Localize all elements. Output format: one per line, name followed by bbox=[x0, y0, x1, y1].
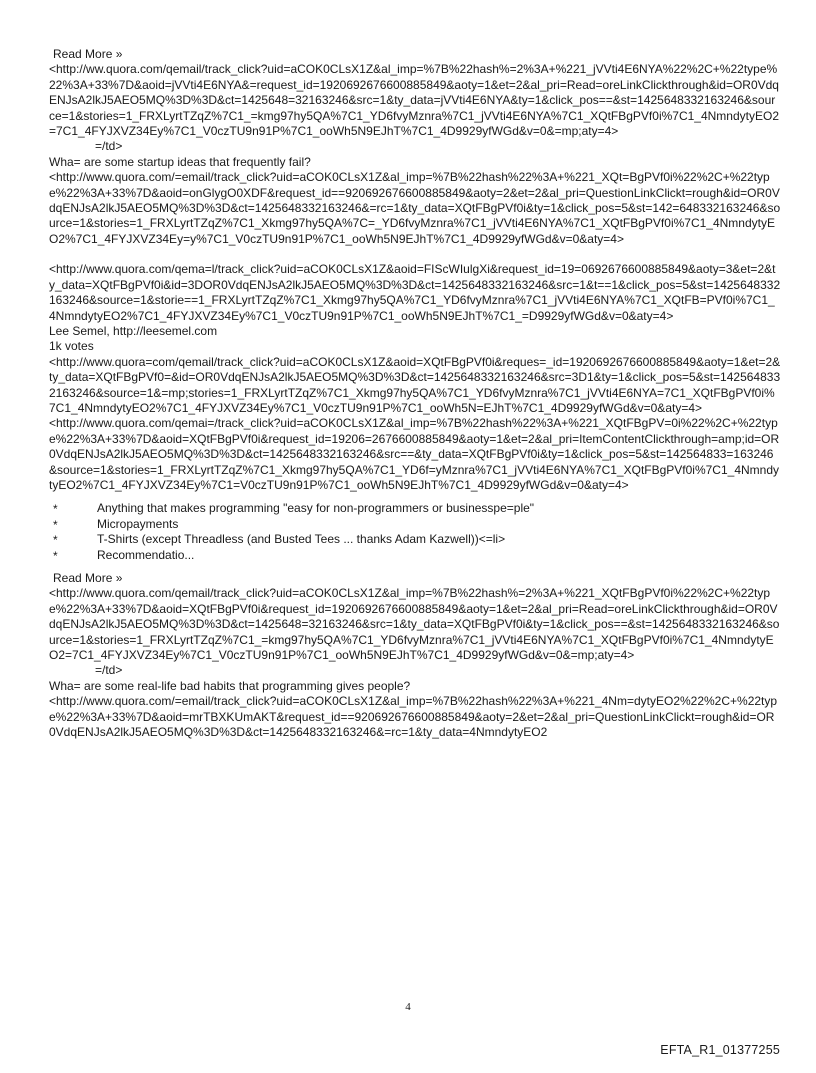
bullet-text: Recommendatio... bbox=[97, 547, 195, 562]
document-id-stamp: EFTA_R1_01377255 bbox=[660, 1043, 780, 1057]
td-fragment: =/td> bbox=[95, 663, 123, 678]
bullet-text: Anything that makes programming "easy for non-programmers or businesspe=ple" bbox=[97, 501, 535, 516]
tracking-url: <http://www.quora=com/qemail/track_click?uid=aCOK0CLsX1Z&aoid=XQtFBgPVf0i&reques=_id=1920692676600885849&aoty=1&et=2&ty_data=XQtFBgPVf0=&id=OR0VdqENJsA2lkJ5AEO5MQ%3D%3D&ct=1425648332163246&src=3D1&ty=1&click_pos=5&st=1425648332163246&source=1&=mp;stories=1_FRXLyrtTZqZ%7C1_Xkmg97hy5QA%7C1_YD6fvyMznra%7C1_jVVti4E6NYA=7C1_XQtFBgPVf0i%7C1_4NmndytyEO2%7C1_4FYJXVZ34Ey%7C1_V0czTU9n91P%7C1_ooWh5N=EJhT%7C1_4D9929yfWGd&v=0&aty=4> bbox=[49, 354, 781, 415]
bullet-list bbox=[49, 501, 781, 563]
bullet-text: T-Shirts (except Threadless (and Busted Tees ... thanks Adam Kazwell))<=li> bbox=[97, 532, 506, 547]
email-content-bottom bbox=[49, 571, 781, 740]
tracking-url: <http://www.quora.com/=email/track_click?uid=aCOK0CLsX1Z&al_imp=%7B%22hash%22%3A+%221_4Nm=dytyEO2%22%2C+%22type%22%3A+33%7D&aoid=mrTBXKUmAKT&request_id==920692676600885849&aoty=2&et=2&al_pri=QuestionLinkClickt=rough&id=OR0VdqENJsA2lkJ5AEO5MQ%3D%3D&ct=1425648332163246&=rc=1&ty_data=4NmndytyEO2 bbox=[49, 694, 778, 740]
asterisk-bullet-icon: * bbox=[53, 517, 58, 532]
text-line: Lee Semel, http://leesemel.com bbox=[49, 323, 218, 338]
document-body bbox=[49, 47, 781, 740]
bullet-text: Micropayments bbox=[97, 516, 179, 531]
td-fragment: =/td> bbox=[95, 139, 123, 154]
asterisk-bullet-icon: * bbox=[53, 533, 58, 548]
tracking-url: <http://www.quora.com/qemai=/track_click?uid=aCOK0CLsX1Z&al_imp=%7B%22hash%22%3A+%221_XQtFBgPV=0i%22%2C+%22type%22%3A+33%7D&aoid=XQtFBgPVf0i&request_id=19206=2676600885849&aoty=1&et=2&al_pri=ItemContentClickthrough=amp;id=OR0VdqENJsA2lkJ5AEO5MQ%3D%3D&ct=1425648332163246&src==&ty_data=XQtFBgPVf0i&ty=1&click_pos=5&st=142564833=163246&source=1&stories=1_FRXLyrtTZqZ%7C1_Xkmg97hy5QA%7C1_YD6f=yMznra%7C1_jVVti4E6NYA%7C1_XQtFBgPVf0i%7C1_4NmndytyEO2%7C1_4FYJXVZ34Ey%7C1=V0czTU9n91P%7C1_ooWh5N9EJhT%7C1_4D9929yfWGd&v=0&aty=4> bbox=[49, 416, 780, 492]
tracking-url: <http://www.quora.com/qema=l/track_click?uid=aCOK0CLsX1Z&aoid=FIScWIulgXi&request_id=19=0692676600885849&aoty=3&et=2&ty_data=XQtFBgPVf0i&id=3DOR0VdqENJsA2lkJ5AEO5MQ%3D%3D&ct=1425648332163246&src=1&t==1&click_pos=5&st=1425648332163246&source=1&storie==1_FRXLyrtTZqZ%7C1_Xkmg97hy5QA%7C1_YD6fvyMznra%7C1_jVVti4E6NYA%7C1_XQtFB=PVf0i%7C1_4NmndytyEO2%7C1_4FYJXVZ34Ey%7C1_V0czTU9n91P%7C1_ooWh5N9EJhT%7C1_=D9929yfWGd&v=0&aty=4> bbox=[49, 262, 781, 323]
asterisk-bullet-icon: * bbox=[53, 502, 58, 517]
asterisk-bullet-icon: * bbox=[53, 548, 58, 563]
bullet-item bbox=[49, 548, 781, 563]
tracking-url: <http://www.quora.com/=email/track_click?uid=aCOK0CLsX1Z&al_imp=%7B%22hash%22%3A+%221_XQt=BgPVf0i%22%2C+%22type%22%3A+33%7D&aoid=onGlygO0XDF&request_id==920692676600885849&aoty=2&et=2&al_pri=QuestionLinkClickt=rough&id=OR0VdqENJsA2lkJ5AEO5MQ%3D%3D&ct=1425648332163246&=rc=1&ty_data=XQtFBgPVf0i&ty=1&click_pos=5&st=142=648332163246&source=1&stories=1_FRXLyrtTZqZ%7C1_Xkmg97hy5QA%7C=_YD6fvyMznra%7C1_jVVti4E6NYA%7C1_XQtFBgPVf0i%7C1_4NmndytyEO2%7C1_4FYJXVZ34Ey=y%7C1_V0czTU9n91P%7C1_ooWh5N9EJhT%7C1_4D9929yfWGd&v=0&aty=4> bbox=[49, 170, 781, 246]
bullet-item bbox=[49, 517, 781, 532]
tracking-url: <http://www.quora.com/qemail/track_click?uid=aCOK0CLsX1Z&al_imp=%7B%22hash%=2%3A+%221_XQtFBgPVf0i%22%2C+%22type%22%3A+33%7D&aoid=XQtFBgPVf0i&request_id=1920692676600885849&aoty=1&et=2&al_pri=Read=oreLinkClickthrough&id=OR0VdqENJsA2lkJ5AEO5MQ%3D%3D&ct=1425648=32163246&src=1&ty_data=XQtFBgPVf0i&ty=1&click_pos==&st=1425648332163246&source=1&stories=1_FRXLyrtTZqZ%7C1_=kmg97hy5QA%7C1_YD6fvyMznra%7C1_jVVti4E6NYA%7C1_XQtFBgPVf0i%7C1_4NmndytyEO2=7C1_4FYJXVZ34Ey%7C1_V0czTU9n91P%7C1_ooWh5N9EJhT%7C1_4D9929yfWGd&v=0&=mp;aty=4> bbox=[49, 586, 780, 663]
email-content-top bbox=[49, 47, 781, 493]
paragraph-gap bbox=[49, 247, 781, 262]
bullet-item bbox=[49, 501, 781, 516]
text-line: 1k votes bbox=[49, 339, 94, 354]
text-line: Wha= are some startup ideas that frequently fail? bbox=[49, 154, 311, 169]
bullet-item bbox=[49, 532, 781, 547]
page-number: 4 bbox=[405, 1001, 411, 1013]
read-more-label: Read More » bbox=[53, 47, 123, 61]
read-more-label: Read More » bbox=[53, 571, 123, 585]
text-line: Wha= are some real-life bad habits that programming gives people? bbox=[49, 678, 411, 693]
tracking-url: <http://ww.quora.com/qemail/track_click?uid=aCOK0CLsX1Z&al_imp=%7B%22hash%=2%3A+%221_jVVti4E6NYA%22%2C+%22type%22%3A+33%7D&aoid=jVVti4E6NYA&=request_id=1920692676600885849&aoty=1&et=2&al_pri=Read=oreLinkClickthrough&id=OR0VdqENJsA2lkJ5AEO5MQ%3D%3D&ct=1425648=32163246&src=1&ty_data=jVVti4E6NYA&ty=1&click_pos==&st=1425648332163246&source=1&stories=1_FRXLyrtTZqZ%7C1_=kmg97hy5QA%7C1_YD6fvyMznra%7C1_jVVti4E6NYA%7C1_XQtFBgPVf0i%7C1_4NmndytyEO2=7C1_4FYJXVZ34Ey%7C1_V0czTU9n91P%7C1_ooWh5N9EJhT%7C1_4D9929yfWGd&v=0&=mp;aty=4> bbox=[49, 62, 779, 139]
